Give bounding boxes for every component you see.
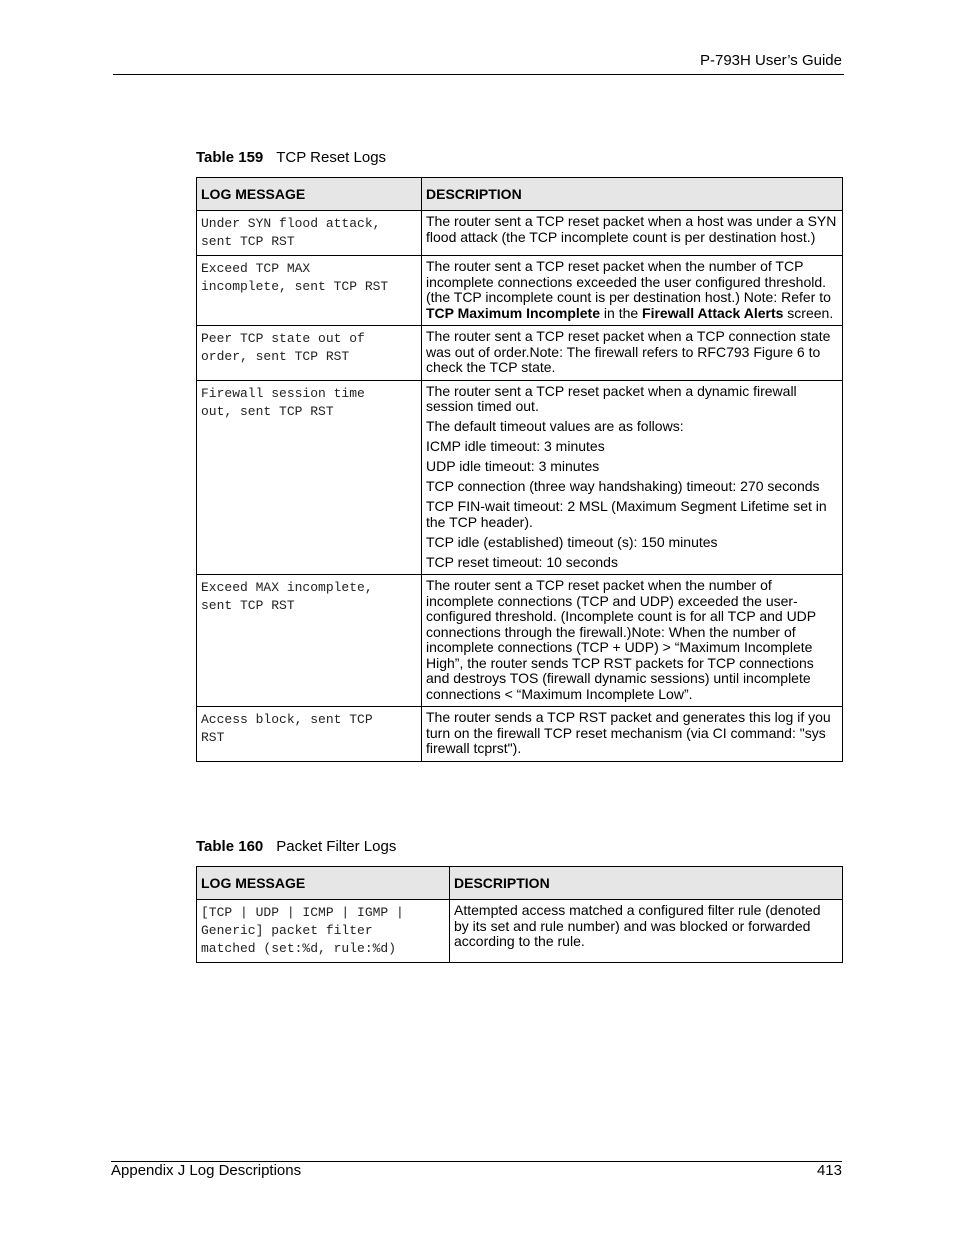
table-160-title: Packet Filter Logs [276, 838, 397, 855]
description-paragraph: The router sent a TCP reset packet when a dynamic firewall session timed out. [426, 382, 797, 414]
log-message-cell: Access block, sent TCP RST [197, 707, 422, 762]
table-160-caption [196, 838, 396, 855]
log-message-cell: Exceed TCP MAX incomplete, sent TCP RST [197, 256, 422, 326]
column-header-description: DESCRIPTION [450, 867, 843, 900]
bold-term: TCP Maximum Incomplete [426, 304, 601, 321]
description-cell: The router sent a TCP reset packet when the number of TCP incomplete connections exceeded the user configured threshold. (the TCP incomplete count is per destination host.) Note: Refer to TCP Maximum Incomplete in the Firewall Attack Alerts screen. [422, 256, 843, 326]
description-cell: The router sends a TCP RST packet and generates this log if you turn on the firewall TCP reset mechanism (via CI command: "sys firewall tcprst"). [422, 707, 843, 762]
table-header-row [197, 178, 843, 211]
table-row [197, 380, 843, 575]
table-header-row [197, 867, 843, 900]
description-paragraph: ICMP idle timeout: 3 minutes [426, 438, 605, 454]
description-cell: The router sent a TCP reset packet when a host was under a SYN flood attack (the TCP incomplete count is per destination host.) [422, 211, 843, 256]
table-row [197, 256, 843, 326]
description-paragraph: The default timeout values are as follows: [426, 418, 684, 434]
bold-term: Firewall Attack Alerts [642, 304, 784, 321]
table-row [197, 211, 843, 256]
tcp-reset-logs-table [196, 177, 843, 762]
description-cell: The router sent a TCP reset packet when the number of incomplete connections (TCP and UDP) exceeded the user-configured threshold. (Incomplete count is for all TCP and UDP connections through the firewall.)Note: When the number of incomplete connections (TCP + UDP) > “Maximum Incomplete High”, the router sends TCP RST packets for TCP connections and destroys TOS (firewall dynamic sessions) until incomplete connections < “Maximum Incomplete Low”. [422, 575, 843, 707]
description-cell: Attempted access matched a configured filter rule (denoted by its set and rule number) and was blocked or forwarded according to the rule. [450, 900, 843, 963]
description-paragraph: TCP idle (established) timeout (s): 150 minutes [426, 533, 718, 550]
header-rule [113, 74, 844, 75]
table-row [197, 575, 843, 707]
description-paragraph: UDP idle timeout: 3 minutes [426, 458, 600, 474]
table-row [197, 900, 843, 963]
column-header-log-message: LOG MESSAGE [197, 867, 450, 900]
footer-page-number: 413 [816, 1162, 842, 1179]
table-159-title: TCP Reset Logs [276, 149, 387, 166]
description-paragraph: TCP reset timeout: 10 seconds [426, 553, 618, 570]
log-message-cell: [TCP | UDP | ICMP | IGMP | Generic] packet filter matched (set:%d, rule:%d) [197, 900, 450, 963]
table-row [197, 707, 843, 762]
running-header-title: P-793H User’s Guide [699, 52, 842, 69]
table-159-number: Table 159 [196, 149, 264, 166]
column-header-log-message: LOG MESSAGE [197, 178, 422, 211]
description-paragraph: TCP FIN-wait timeout: 2 MSL (Maximum Segment Lifetime set in the TCP header). [426, 498, 827, 530]
table-159-caption [196, 149, 386, 166]
table-160-number: Table 160 [196, 838, 264, 855]
description-paragraph: TCP connection (three way handshaking) timeout: 270 seconds [426, 478, 820, 494]
footer-section-title: Appendix J Log Descriptions [111, 1162, 302, 1179]
log-message-cell: Firewall session time out, sent TCP RST [197, 380, 422, 575]
description-cell: The router sent a TCP reset packet when a TCP connection state was out of order.Note: The firewall refers to RFC793 Figure 6 to check the TCP state. [422, 326, 843, 381]
column-header-description: DESCRIPTION [422, 178, 843, 211]
description-cell [422, 380, 843, 575]
log-message-cell: Exceed MAX incomplete, sent TCP RST [197, 575, 422, 707]
log-message-cell: Peer TCP state out of order, sent TCP RST [197, 326, 422, 381]
table-row [197, 326, 843, 381]
packet-filter-logs-table [196, 866, 843, 963]
log-message-cell: Under SYN flood attack, sent TCP RST [197, 211, 422, 256]
